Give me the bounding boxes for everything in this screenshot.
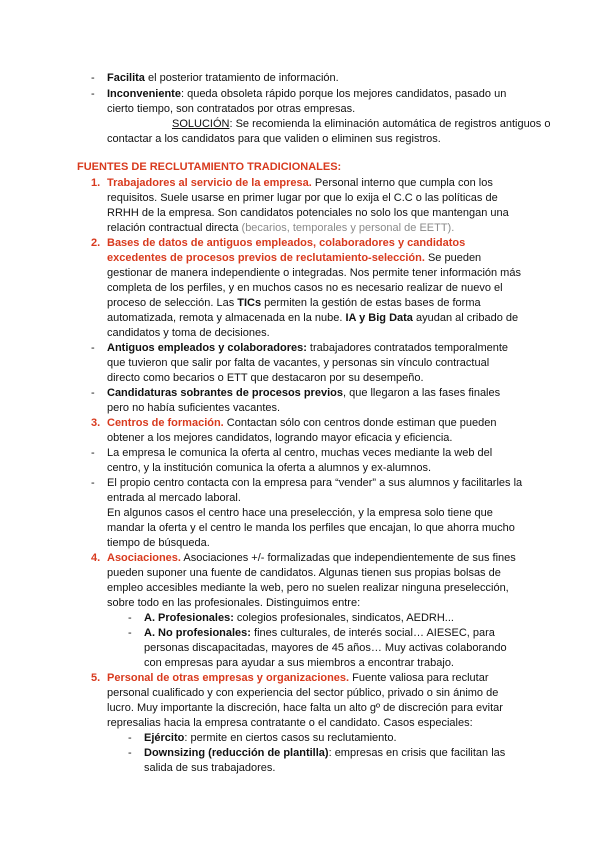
text-line: personas discapacitadas, mayores de 45 años… Muy activas colaborando <box>144 642 507 654</box>
text-line: salida de sus trabajadores. <box>144 762 276 774</box>
bullet-dash: - <box>128 612 132 624</box>
text-line: empleo accesibles mediante la web, pero no suelen realizar ninguna preselección, <box>107 582 509 594</box>
text-line: mandar la oferta y el centro le manda los perfiles que encajan, lo que ahorra mucho <box>107 522 515 534</box>
text-line: cierto tiempo, son contratados por otras empresas. <box>107 103 356 115</box>
text-line: En algunos casos el centro hace una preselección, y la empresa solo tiene que <box>107 507 493 519</box>
text-line: contactar a los candidatos para que validen o eliminen sus registros. <box>107 133 441 145</box>
bullet-candidaturas: Candidaturas sobrantes de procesos previos, que llegaron a las fases finales <box>107 387 501 399</box>
text-line: RRHH de la empresa. Son candidatos potenciales no solo los que mantengan una <box>107 207 509 219</box>
text-line: La empresa le comunica la oferta al centro, muchas veces mediante la web del <box>107 447 493 459</box>
bullet-dash: - <box>128 747 132 759</box>
bullet-facilita: Facilita el posterior tratamiento de información. <box>107 72 339 84</box>
bullet-no-profesionales: A. No profesionales: fines culturales, de interés social… AIESEC, para <box>144 627 495 639</box>
bullet-dash: - <box>91 72 95 84</box>
bullet-dash: - <box>128 732 132 744</box>
bullet-dash: - <box>91 88 95 100</box>
text-line: pero no había suficientes vacantes. <box>107 402 281 414</box>
bullet-dash: - <box>91 447 95 459</box>
bullet-dash: - <box>91 477 95 489</box>
text-line: entrada al mercado laboral. <box>107 492 241 504</box>
item-4-title: Asociaciones. Asociaciones +/- formalizadas que independientemente de sus fines <box>107 552 516 564</box>
text-line: proceso de selección. Las TICs permiten la gestión de estas bases de forma <box>107 297 481 309</box>
text-line: relación contractual directa (becarios, temporales y personal de EETT). <box>107 222 455 234</box>
text-line: requisitos. Suele usarse en primer lugar por que lo exija el C.C o las políticas de <box>107 192 498 204</box>
text-line: directo como becarios o ETT que destacaron por su desempeño. <box>107 372 424 384</box>
text-line: automatizada, remota y almacenada en la nube. IA y Big Data ayudan al cribado de <box>107 312 519 324</box>
item-2-title: Bases de datos de antiguos empleados, colaboradores y candidatos <box>107 237 466 249</box>
text-line: pueden suponer una fuente de candidatos. Algunas tienen sus propias bolsas de <box>107 567 501 579</box>
bullet-dash: - <box>91 342 95 354</box>
bullet-profesionales: A. Profesionales: colegios profesionales, sindicatos, AEDRH... <box>144 612 454 624</box>
item-2-title-cont: excedentes de procesos previos de reclutamiento-selección. Se pueden <box>107 252 482 264</box>
text-line: sobre todo en las profesionales. Distinguimos entre: <box>107 597 361 609</box>
item-5-title: Personal de otras empresas y organizaciones. Fuente valiosa para reclutar <box>107 672 489 684</box>
text-line: represalias hacia la empresa contratante o el candidato. Casos especiales: <box>107 717 473 729</box>
list-number: 2. <box>91 237 101 249</box>
text-line: con empresas para ayudar a sus miembros a encontrar trabajo. <box>144 657 454 669</box>
bullet-ejercito: Ejército: permite en ciertos casos su reclutamiento. <box>144 732 397 744</box>
text-line: que tuvieron que salir por falta de vacantes, y personas sin vínculo contractual <box>107 357 490 369</box>
list-number: 5. <box>91 672 101 684</box>
text-line: completa de los perfiles, y en muchos casos no es necesario realizar de nuevo el <box>107 282 503 294</box>
text-line: tiempo de búsqueda. <box>107 537 210 549</box>
text-line: candidatos y toma de decisiones. <box>107 327 270 339</box>
list-number: 3. <box>91 417 101 429</box>
bullet-inconveniente: Inconveniente: queda obsoleta rápido porque los mejores candidatos, pasado un <box>107 88 507 100</box>
bullet-dash: - <box>91 387 95 399</box>
bullet-dash: - <box>128 627 132 639</box>
text-line: personal cualificado y con experiencia del sector público, privado o sin ánimo de <box>107 687 499 699</box>
text-line: gestionar de manera independiente o integradas. Nos permite tener información más <box>107 267 521 279</box>
text-line: obtener a los mejores candidatos, logrando mayor eficacia y eficiencia. <box>107 432 453 444</box>
list-number: 4. <box>91 552 101 564</box>
bullet-antiguos: Antiguos empleados y colaboradores: trabajadores contratados temporalmente <box>107 342 509 354</box>
list-number: 1. <box>91 177 101 189</box>
item-1-title: Trabajadores al servicio de la empresa. Personal interno que cumpla con los <box>107 177 493 189</box>
text-line: El propio centro contacta con la empresa para “vender” a sus alumnos y facilitarles la <box>107 477 523 489</box>
text-line: centro, y la institución comunica la oferta a alumnos y ex-alumnos. <box>107 462 432 474</box>
bullet-downsizing: Downsizing (reducción de plantilla): empresas en crisis que facilitan las <box>144 747 506 759</box>
item-3-title: Centros de formación. Contactan sólo con centros donde estiman que pueden <box>107 417 497 429</box>
solution-line: SOLUCIÓN: Se recomienda la eliminación automática de registros antiguos o <box>172 118 551 130</box>
section-heading: FUENTES DE RECLUTAMIENTO TRADICIONALES: <box>77 161 342 173</box>
text-line: lucro. Muy importante la discreción, hace falta un alto gº de discreción para evitar <box>107 702 503 714</box>
